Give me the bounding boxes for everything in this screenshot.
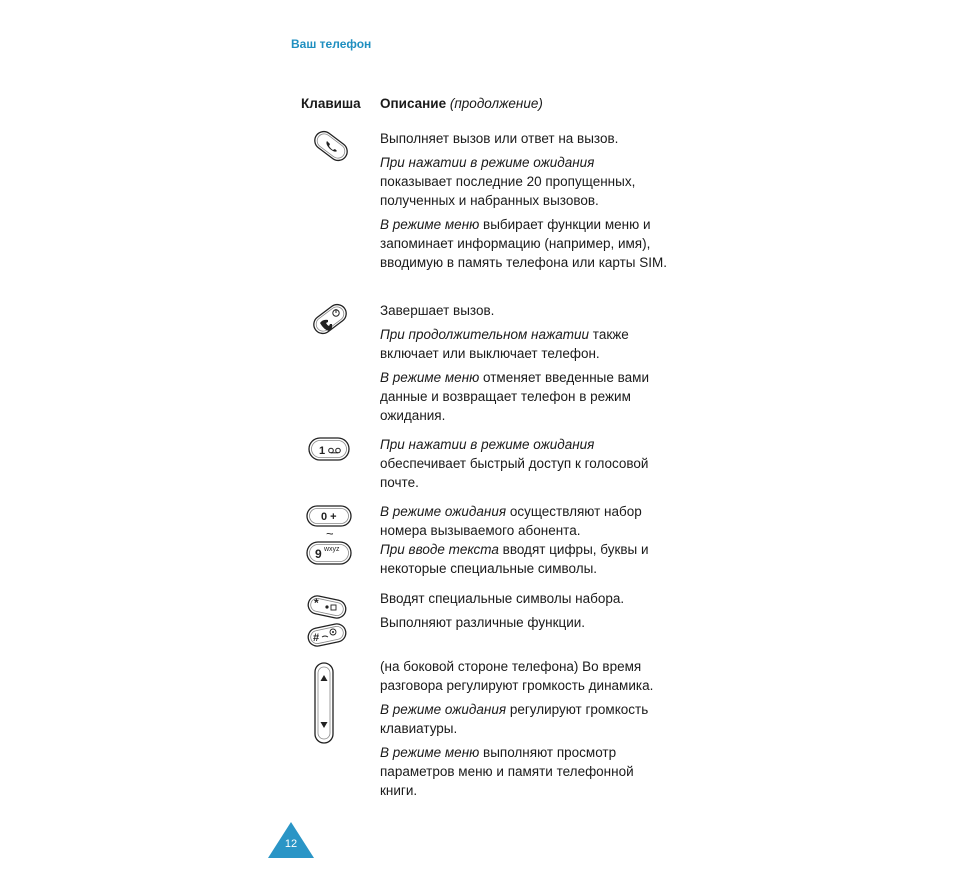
star-hash-keys-icon [304,590,350,652]
description-paragraph: В режиме меню выполняют просмотр параметров меню и памяти телефонной книги. [380,745,634,798]
star-key-label: * [314,596,319,610]
column-header-description-note: (продолжение) [449,96,543,111]
description-paragraph: Вводят специальные символы набора. [380,591,625,606]
description-paragraph: Выполняет вызов или ответ на вызов. [380,131,619,146]
key-1-voicemail-icon [308,436,350,462]
key-9-label: 9 [315,547,322,561]
number-keys-description [380,502,670,583]
description-paragraph: При нажатии в режиме ожидания показывает последние 20 пропущенных, полученных и набранных вызовов. [380,155,636,208]
page-number: 12 [284,838,298,850]
send-key-description [380,129,670,277]
description-paragraph: В режиме ожидания регулируют громкость клавиатуры. [380,702,649,736]
key-range-tilde: ~ [326,526,334,541]
page-number-badge [268,822,314,858]
volume-keys-description [380,657,670,805]
end-key-description [380,301,670,430]
description-paragraph: В режиме ожидания осуществляют набор номера вызываемого абонента. [380,504,642,538]
column-header-description [380,96,543,111]
number-keys-0-9-icon [305,504,353,568]
column-header-description-title: Описание [380,96,447,111]
key-0-label: 0 + [321,511,337,523]
hash-key-label: # [313,632,320,644]
description-paragraph: Завершает вызов. [380,303,495,318]
description-paragraph: (на боковой стороне телефона) Во время разговора регулируют громкость динамика. [380,659,654,693]
phone-send-icon [310,127,352,165]
column-header-key: Клавиша [301,96,361,111]
side-volume-keys-icon [313,662,335,744]
description-paragraph: При нажатии в режиме ожидания обеспечивает быстрый доступ к голосовой почте. [380,437,649,490]
description-paragraph: При продолжительном нажатии также включает или выключает телефон. [380,327,629,361]
key-1-label: 1 [319,445,326,457]
description-paragraph: В режиме меню выбирает функции меню и запоминает информацию (например, имя), вводимую в память телефона или карты SIM. [380,217,668,270]
phone-end-power-icon [309,300,351,338]
star-hash-keys-description [380,589,670,637]
page-header: Ваш телефон [291,37,372,51]
description-paragraph: В режиме меню отменяет введенные вами данные и возвращает телефон в режим ожидания. [380,370,649,423]
key-9-letters: wxyz [324,546,340,553]
description-paragraph: Выполняют различные функции. [380,615,586,630]
description-paragraph: При вводе текста вводят цифры, буквы и некоторые специальные символы. [380,542,649,576]
voicemail-key-description [380,435,670,497]
